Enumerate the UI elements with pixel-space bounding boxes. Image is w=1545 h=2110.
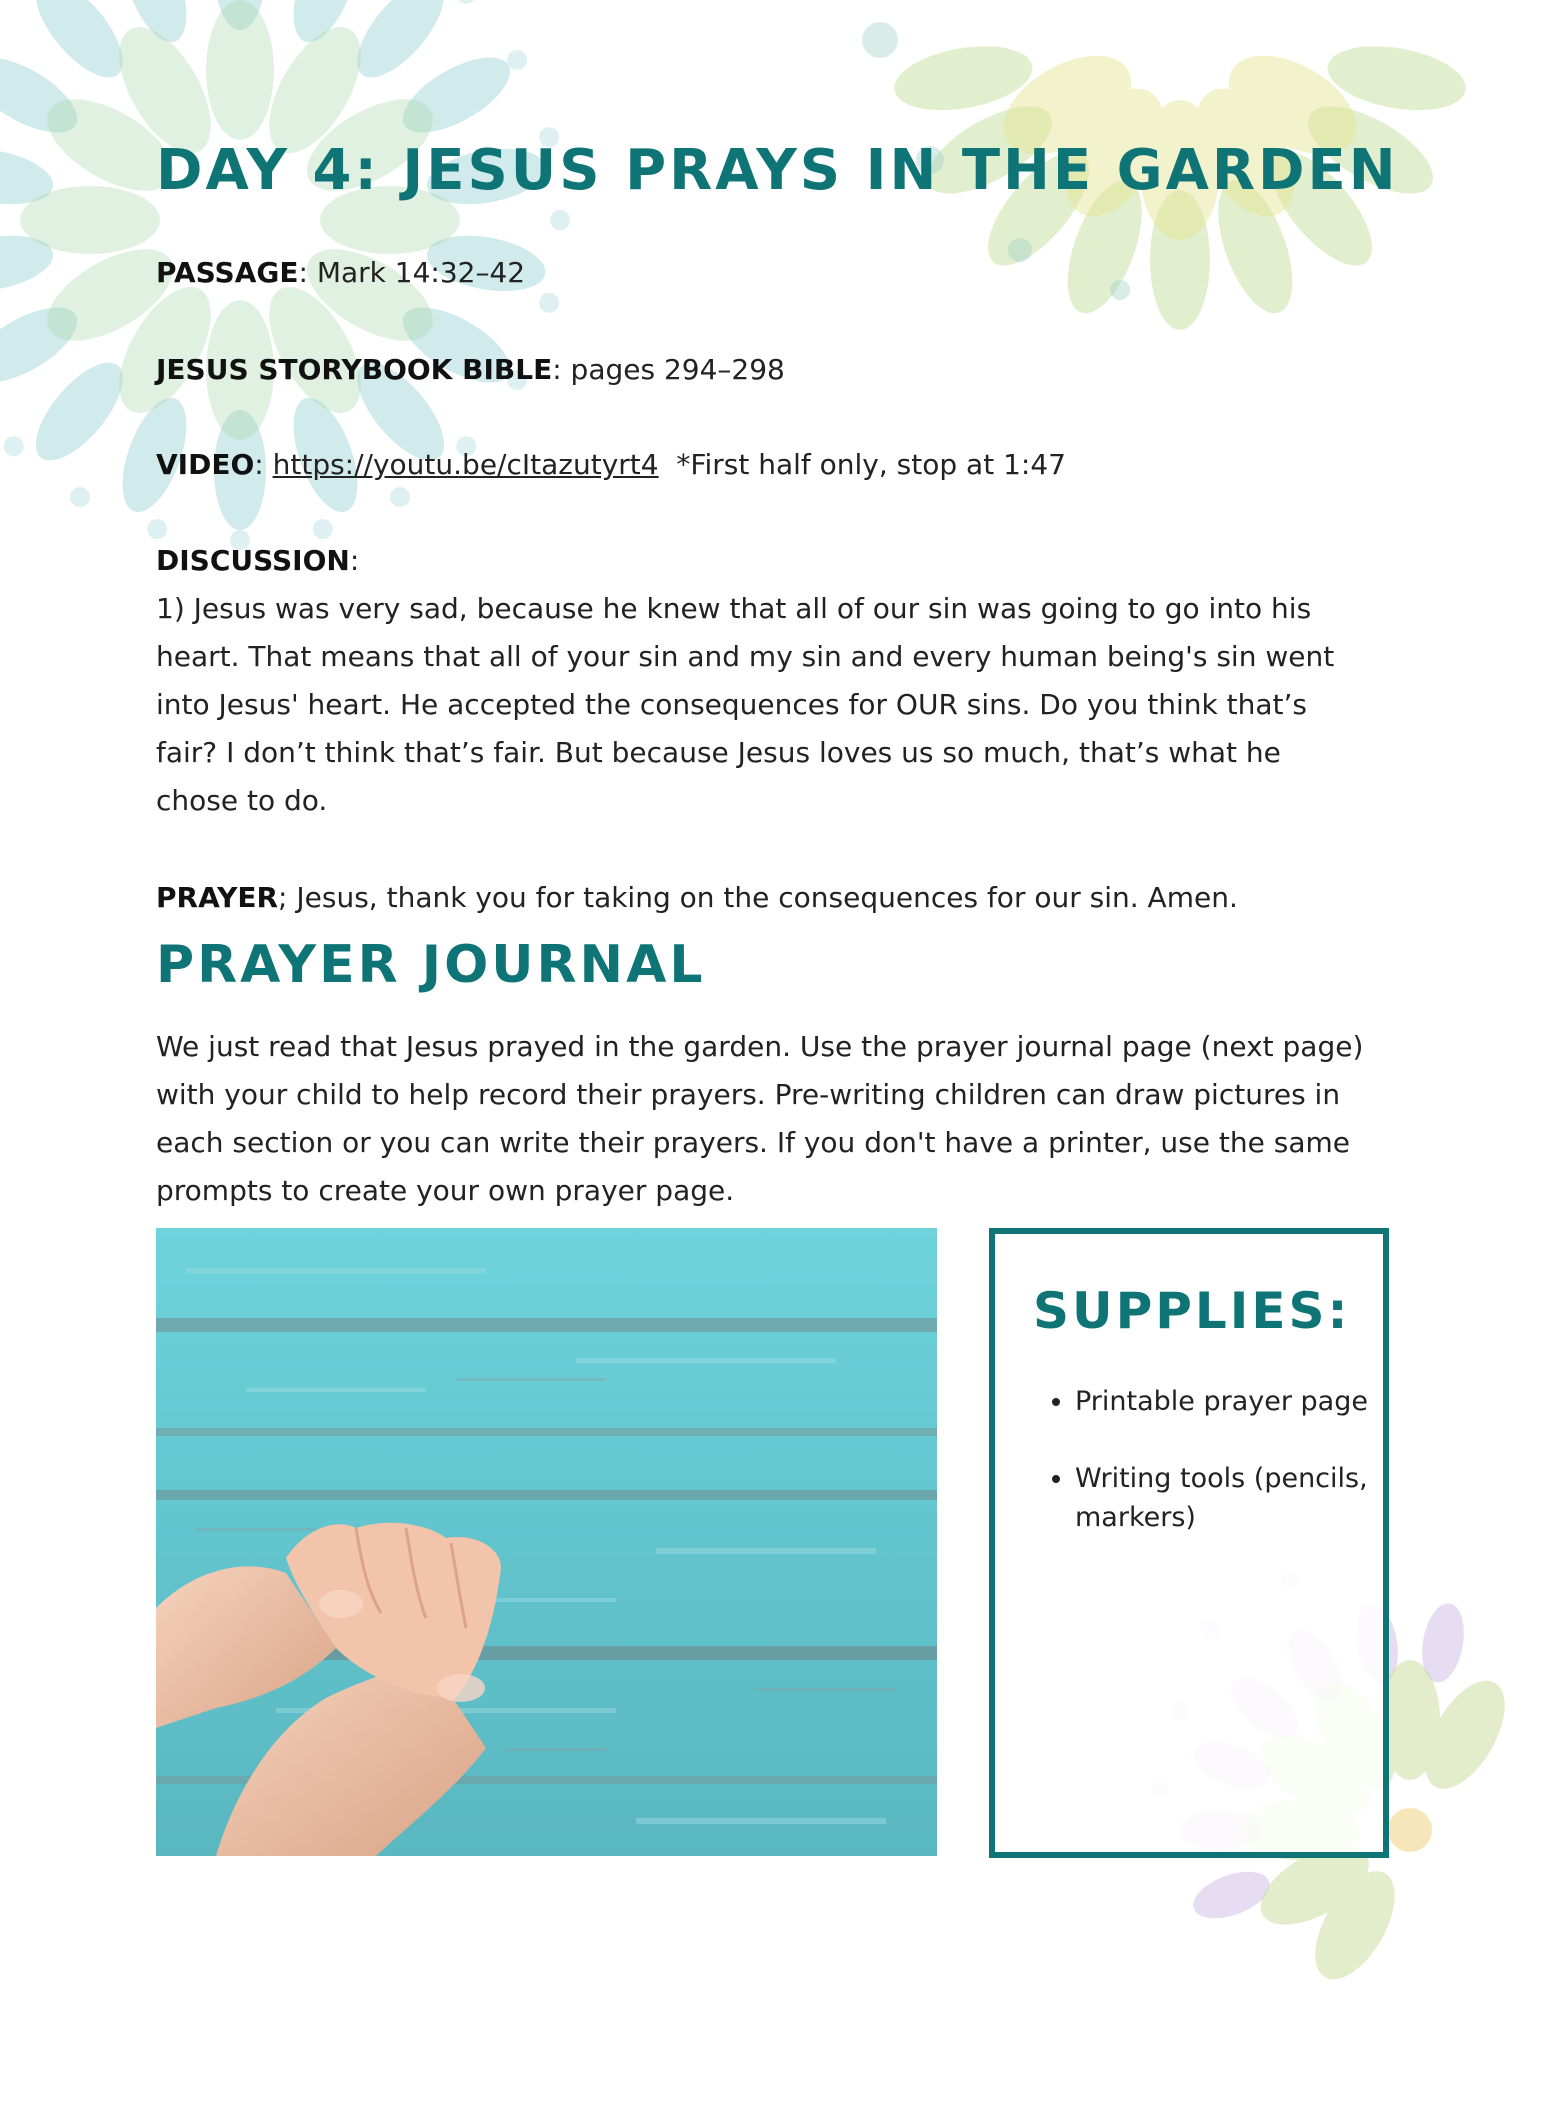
prayer-journal-text: We just read that Jesus prayed in the garden. Use the prayer journal page (next page) with your child to help record their prayers. Pre-writing children can draw pictures in each section or you can write their prayers. If you don't have a printer, use the same prompts to create your own prayer page. [156,1030,1364,1207]
passage-value: Mark 14:32–42 [307,256,526,289]
supplies-list-item: • Writing tools (pencils, markers) [1075,1459,1375,1537]
supplies-list [1035,1382,1375,1575]
discussion-text: 1) Jesus was very sad, because he knew that all of our sin was going to go into his heart. That means that all of your sin and my sin and every human being's sin went into Jesus' heart. He accepted the consequences for OUR sins. Do you think that’s fair? I don’t think that’s fair. But because Jesus loves us so much, that’s what he chose to do. [156,592,1335,817]
passage-line [156,249,525,297]
supplies-box [989,1228,1389,1858]
video-separator: : [254,448,273,481]
praying-hands-illustration [156,1228,937,1856]
passage-separator: : [298,256,308,289]
prayer-label: PRAYER [156,881,279,914]
video-label: VIDEO [156,448,255,481]
video-note: *First half only, stop at 1:47 [658,448,1066,481]
praying-hands-photo [156,1228,937,1856]
video-link[interactable]: https://youtu.be/cItazutyrt4 [272,448,659,481]
supplies-list-item: • Printable prayer page [1075,1382,1375,1421]
discussion-label: DISCUSSION [156,544,350,577]
prayer-line [156,874,1238,922]
page-title: DAY 4: JESUS PRAYS IN THE GARDEN [156,138,1399,203]
prayer-value: Jesus, thank you for taking on the consequences for our sin. Amen. [287,881,1238,914]
prayer-journal-title: PRAYER JOURNAL [156,935,706,995]
storybook-value: pages 294–298 [561,353,785,386]
passage-label: PASSAGE [156,256,299,289]
discussion-separator: : [349,544,360,577]
supplies-title: SUPPLIES: [1033,1282,1351,1340]
storybook-label: JESUS STORYBOOK BIBLE [156,353,553,386]
storybook-separator: : [552,353,562,386]
video-line [156,441,1066,489]
prayer-separator: ; [278,881,288,914]
discussion-heading [156,537,359,585]
storybook-line [156,346,785,394]
